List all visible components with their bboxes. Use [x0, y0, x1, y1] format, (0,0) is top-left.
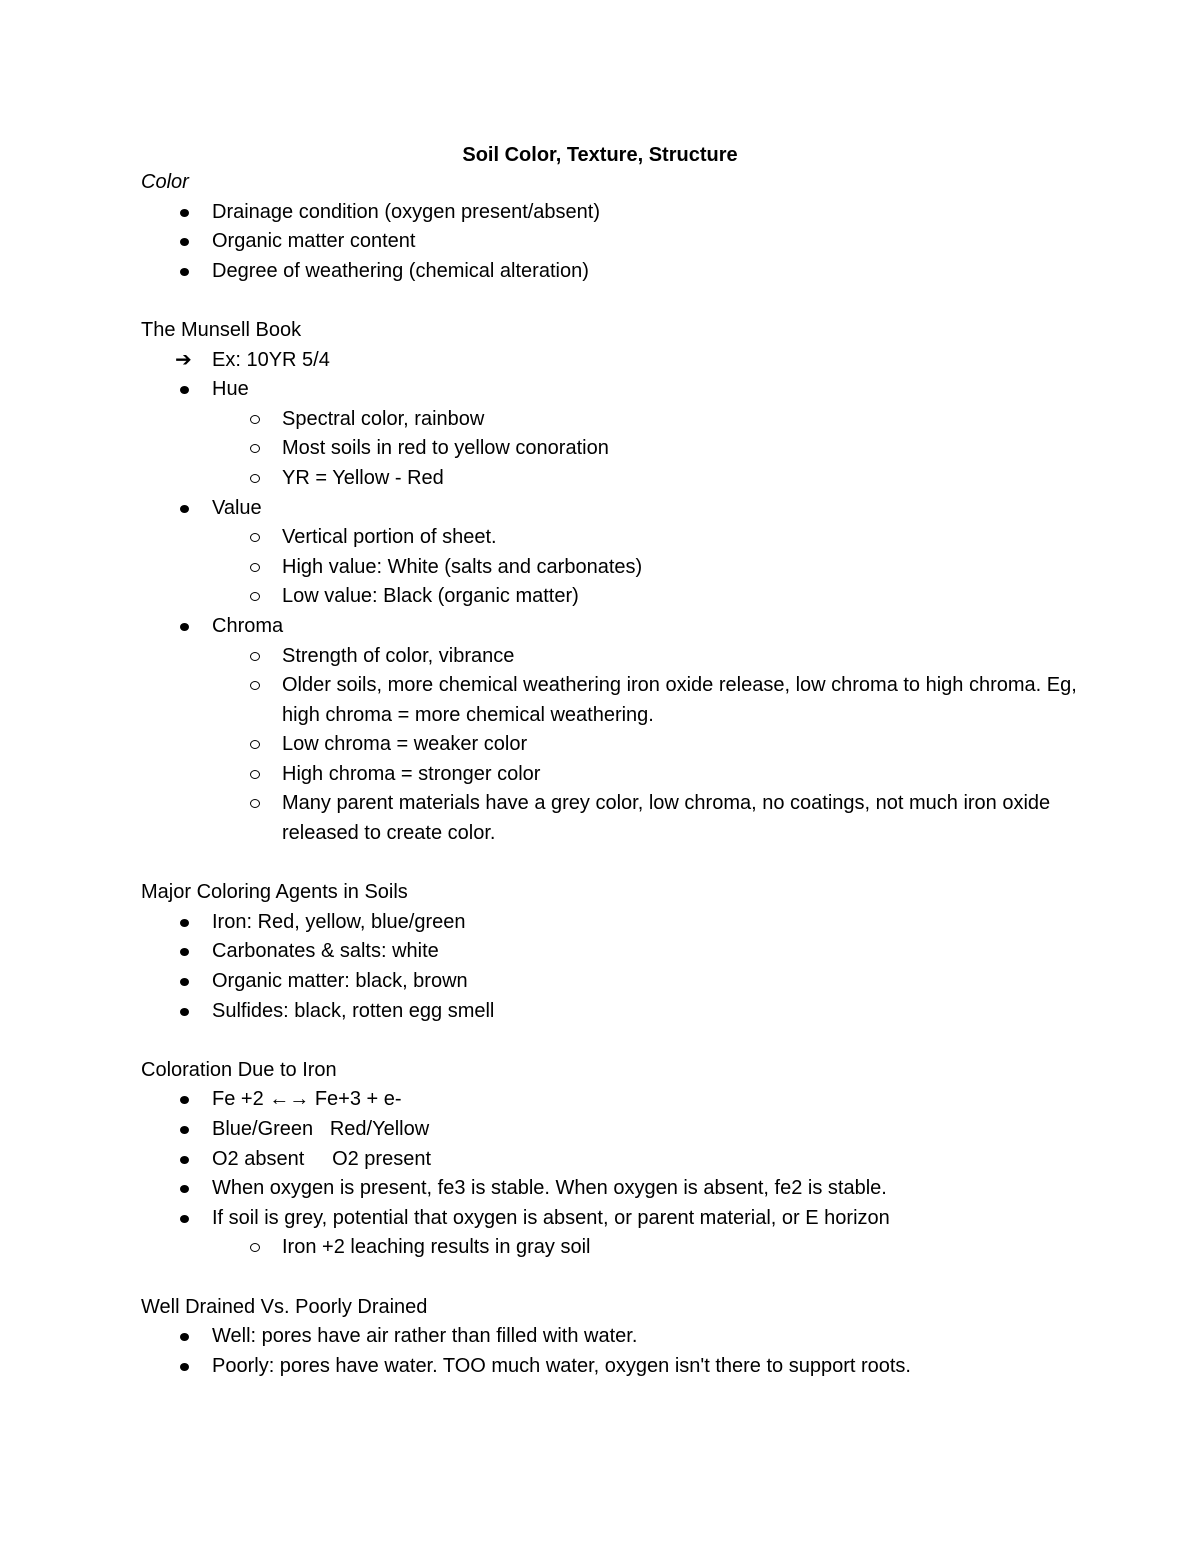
bullet-icon: [180, 978, 189, 986]
sub-list-item: Iron +2 leaching results in gray soil: [141, 1233, 1081, 1263]
list-item: Organic matter content: [141, 227, 1081, 257]
bullet-icon: [180, 1333, 189, 1341]
bullet-icon: [180, 386, 189, 394]
list-item: Sulfides: black, rotten egg smell: [141, 997, 1081, 1027]
list-item: Fe +2 ←→ Fe+3 + e-: [141, 1085, 1081, 1115]
bullet-icon: [180, 1215, 189, 1223]
sub-list-item: YR = Yellow - Red: [141, 464, 1081, 494]
arrow-right-icon: ➔: [175, 348, 192, 371]
sub-list-item: Low value: Black (organic matter): [141, 582, 1081, 612]
bullet-icon: [180, 1363, 189, 1371]
sub-list-item: Older soils, more chemical weathering iron oxide release, low chroma to high chroma. Eg, high chroma = more chemical weathering.: [141, 671, 1081, 730]
sub-list-item: Vertical portion of sheet.: [141, 523, 1081, 553]
section-heading-color: Color: [141, 171, 189, 193]
circle-bullet-icon: [250, 474, 260, 483]
circle-bullet-icon: [250, 652, 260, 661]
spacer: [141, 286, 1081, 316]
spacer: [141, 849, 1081, 879]
bullet-icon: [180, 623, 189, 631]
bullet-icon: [180, 1156, 189, 1164]
bullet-icon: [180, 1008, 189, 1016]
list-item: O2 absent O2 present: [141, 1145, 1081, 1175]
sub-list-item: Most soils in red to yellow conoration: [141, 434, 1081, 464]
list-item: Well: pores have air rather than filled with water.: [141, 1322, 1081, 1352]
circle-bullet-icon: [250, 740, 260, 749]
list-item: Blue/Green Red/Yellow: [141, 1115, 1081, 1145]
list-item: Drainage condition (oxygen present/absent): [141, 198, 1081, 228]
circle-bullet-icon: [250, 799, 260, 808]
document-title: Soil Color, Texture, Structure: [462, 144, 738, 166]
circle-bullet-icon: [250, 770, 260, 779]
bullet-icon: [180, 1096, 189, 1104]
bullet-icon: [180, 505, 189, 513]
list-item: Hue: [141, 375, 1081, 405]
list-item: ➔ Ex: 10YR 5/4: [141, 346, 1081, 376]
list-item: Chroma: [141, 612, 1081, 642]
sub-list-item: Spectral color, rainbow: [141, 405, 1081, 435]
section-heading-munsell: The Munsell Book: [141, 318, 302, 341]
bullet-icon: [180, 1126, 189, 1134]
circle-bullet-icon: [250, 1243, 260, 1252]
bullet-icon: [180, 919, 189, 927]
section-heading-agents: Major Coloring Agents in Soils: [141, 881, 408, 904]
list-item: Degree of weathering (chemical alteration): [141, 257, 1081, 287]
circle-bullet-icon: [250, 681, 260, 690]
sub-list-item: High chroma = stronger color: [141, 760, 1081, 790]
bullet-icon: [180, 238, 189, 246]
list-item: If soil is grey, potential that oxygen is absent, or parent material, or E horizon: [141, 1204, 1081, 1234]
circle-bullet-icon: [250, 444, 260, 453]
sub-list-item: Low chroma = weaker color: [141, 730, 1081, 760]
spacer: [141, 1263, 1081, 1293]
list-item: Poorly: pores have water. TOO much water, oxygen isn't there to support roots.: [141, 1352, 1081, 1382]
circle-bullet-icon: [250, 533, 260, 542]
sub-list-item: High value: White (salts and carbonates): [141, 553, 1081, 583]
list-item: Carbonates & salts: white: [141, 937, 1081, 967]
list-item: Organic matter: black, brown: [141, 967, 1081, 997]
bullet-icon: [180, 1185, 189, 1193]
bullet-icon: [180, 209, 189, 217]
section-heading-iron: Coloration Due to Iron: [141, 1058, 337, 1081]
document-body: [141, 168, 1081, 1381]
bullet-icon: [180, 948, 189, 956]
spacer: [141, 1026, 1081, 1056]
circle-bullet-icon: [250, 415, 260, 424]
list-item: Iron: Red, yellow, blue/green: [141, 908, 1081, 938]
circle-bullet-icon: [250, 563, 260, 572]
list-item: Value: [141, 494, 1081, 524]
sub-list-item: Strength of color, vibrance: [141, 642, 1081, 672]
sub-list-item: Many parent materials have a grey color, low chroma, no coatings, not much iron oxide released to create color.: [141, 789, 1081, 848]
section-heading-drainage: Well Drained Vs. Poorly Drained: [141, 1295, 428, 1318]
list-item: When oxygen is present, fe3 is stable. When oxygen is absent, fe2 is stable.: [141, 1174, 1081, 1204]
bullet-icon: [180, 268, 189, 276]
circle-bullet-icon: [250, 592, 260, 601]
